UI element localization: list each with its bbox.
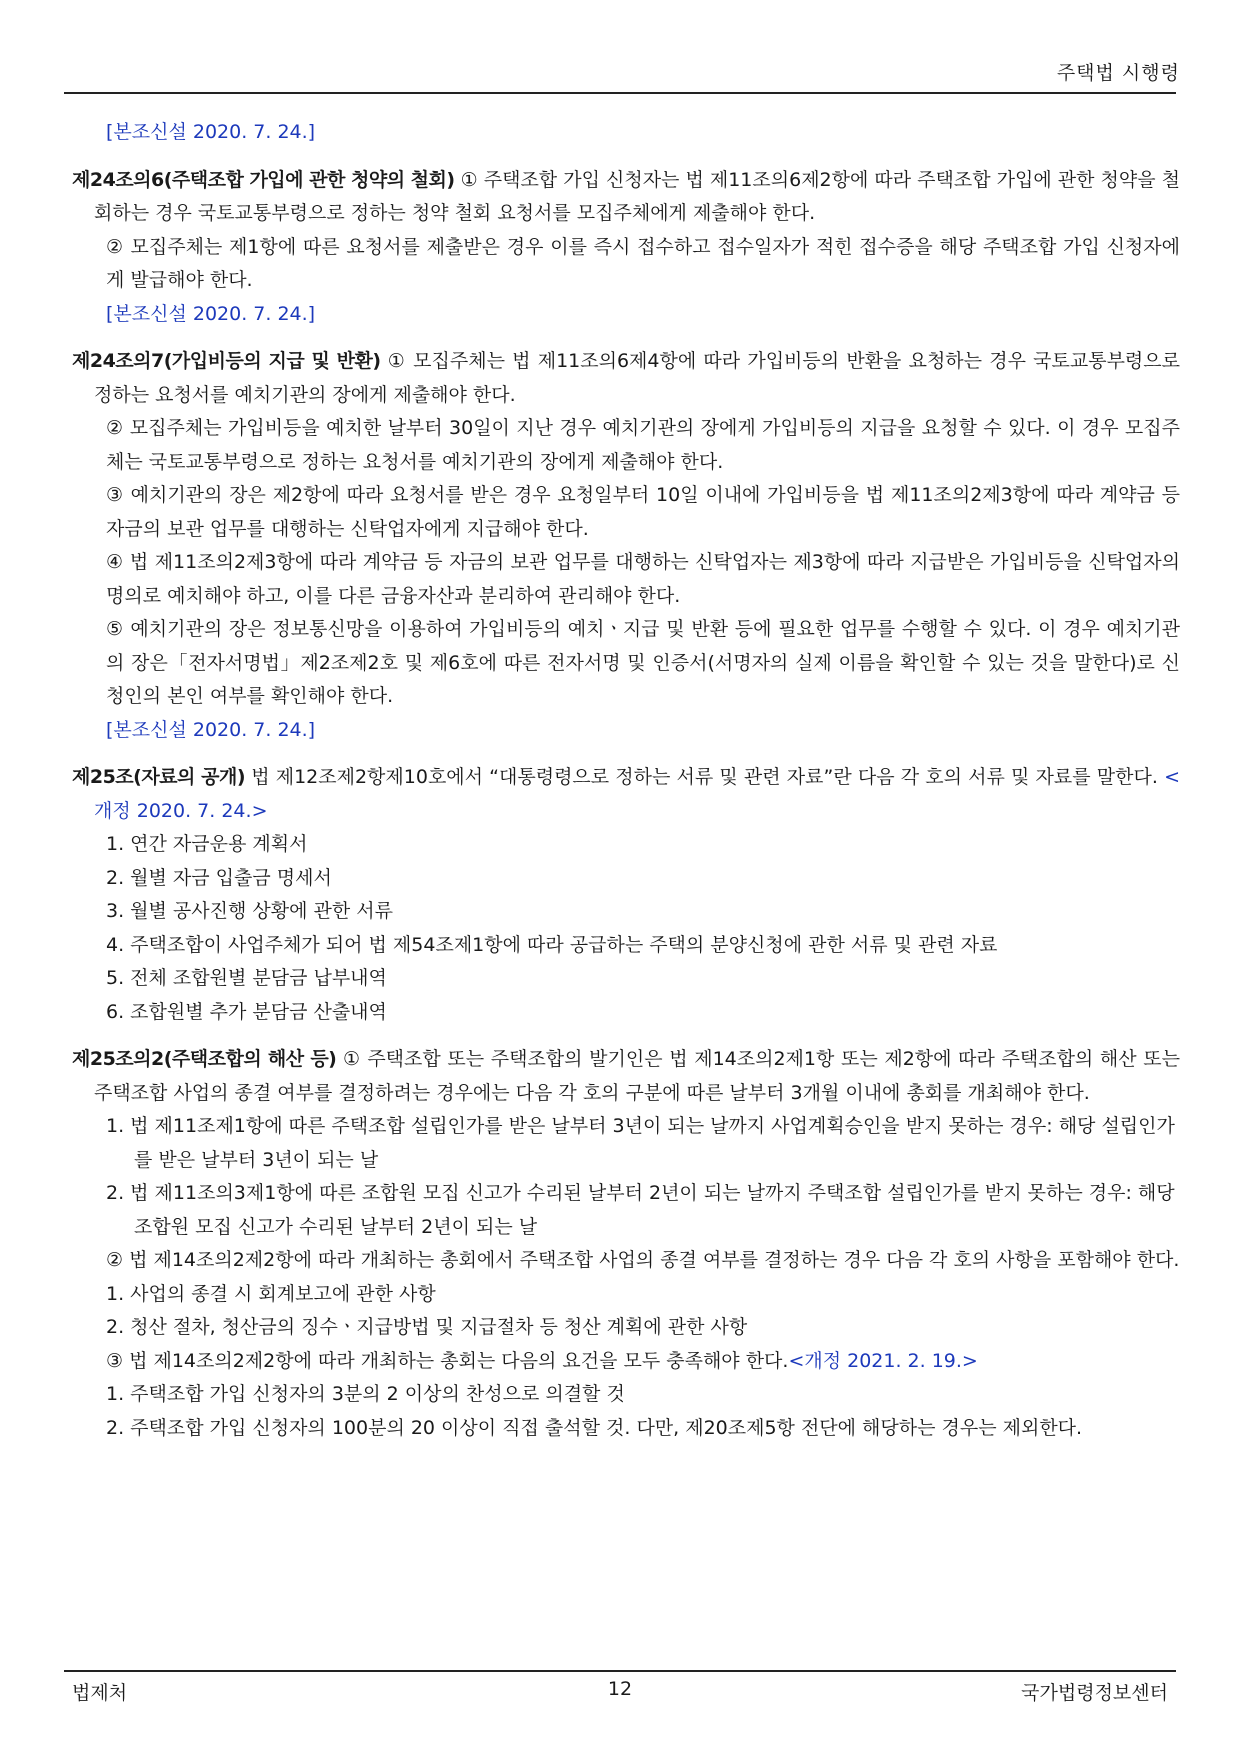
paragraph-text: ① 주택조합 또는 주택조합의 발기인은 법 제14조의2제1항 또는 제2항에 따라 주택조합의 해산 또는 주택조합 사업의 종결 여부를 결정하려는 경우에는 다음 각 호의 구분에 따른 날부터 3개월 이내에 총회를 개최해야 한다. (94, 1048, 1180, 1104)
article-heading: 제25조의2(주택조합의 해산 등) (72, 1048, 337, 1070)
article-24-7-para-5: ⑤ 예치기관의 장은 정보통신망을 이용하여 가입비등의 예치ㆍ지급 및 반환 등에 필요한 업무를 수행할 수 있다. 이 경우 예치기관의 장은「전자서명법」제2조제2호 및 제6호에 따른 전자서명 및 인증서(서명자의 실제 이름을 확인할 수 있는 것을 말한다)로 신청인의 본인 여부를 확인해야 한다. (106, 618, 1180, 707)
list-item: 2. 청산 절차, 청산금의 징수ㆍ지급방법 및 지급절차 등 청산 계획에 관한 사항 (106, 1316, 748, 1338)
header-divider (64, 92, 1176, 94)
footer-divider (64, 1670, 1176, 1672)
amendment-note: <개정 2021. 2. 19.> (788, 1349, 978, 1372)
paragraph-text: ① 모집주체는 법 제11조의6제4항에 따라 가입비등의 반환을 요청하는 경우 국토교통부령으로 정하는 요청서를 예치기관의 장에게 제출해야 한다. (94, 350, 1180, 406)
article-24-6-para-2: ② 모집주체는 제1항에 따른 요청서를 제출받은 경우 이를 즉시 접수하고 접수일자가 적힌 접수증을 해당 주택조합 가입 신청자에게 발급해야 한다. (106, 235, 1180, 291)
article-25-2-para-1 (72, 1043, 1180, 1110)
article-24-7-para-4: ④ 법 제11조의2제3항에 따라 계약금 등 자금의 보관 업무를 대행하는 신탁업자는 제3항에 따라 지급받은 가입비등을 신탁업자의 명의로 예치해야 하고, 이를 다른 금융자산과 분리하여 관리해야 한다. (106, 551, 1180, 607)
article-24-7-para-3: ③ 예치기관의 장은 제2항에 따라 요청서를 받은 경우 요청일부터 10일 이내에 가입비등을 법 제11조의2제3항에 따라 계약금 등 자금의 보관 업무를 대행하는 신탁업자에게 지급해야 한다. (106, 484, 1180, 540)
amendment-note: <개정 2020. 7. 24.> (94, 766, 1180, 822)
list-item: 3. 월별 공사진행 상황에 관한 서류 (106, 900, 393, 922)
page-header-title: 주택법 시행령 (1056, 62, 1180, 84)
footer-source: 국가법령정보센터 (1021, 1682, 1168, 1704)
paragraph-text: 법 제12조제2항제10호에서 “대통령령으로 정하는 서류 및 관련 자료”란 다음 각 호의 서류 및 자료를 말한다. (251, 766, 1158, 788)
article-24-6-para-1 (72, 164, 1180, 231)
page-footer (64, 1678, 1176, 1708)
list-item: 1. 법 제11조제1항에 따른 주택조합 설립인가를 받은 날부터 3년이 되는 날까지 사업계획승인을 받지 못하는 경우: 해당 설립인가를 받은 날부터 3년이 되는 날 (106, 1115, 1175, 1171)
article-heading: 제24조의7(가입비등의 지급 및 반환) (72, 350, 381, 372)
enactment-note: [본조신설 2020. 7. 24.] (106, 302, 316, 325)
list-item: 4. 주택조합이 사업주체가 되어 법 제54조제1항에 따라 공급하는 주택의 분양신청에 관한 서류 및 관련 자료 (106, 933, 998, 956)
footer-publisher: 법제처 (72, 1682, 128, 1704)
article-25-body (72, 761, 1180, 828)
article-24-7-para-1 (72, 345, 1180, 412)
article-heading: 제25조(자료의 공개) (72, 766, 246, 788)
article-heading: 제24조의6(주택조합 가입에 관한 청약의 철회) (72, 168, 455, 191)
page-number: 12 (607, 1678, 633, 1700)
article-25-2-para-3 (72, 1345, 1180, 1379)
list-item: 2. 법 제11조의3제1항에 따른 조합원 모집 신고가 수리된 날부터 2년이 되는 날까지 주택조합 설립인가를 받지 못하는 경우: 해당 조합원 모집 신고가 수리된 날부터 2년이 되는 날 (106, 1182, 1175, 1238)
document-body (72, 116, 1180, 1445)
list-item: 2. 주택조합 가입 신청자의 100분의 20 이상이 직접 출석할 것. 다만, 제20조제5항 전단에 해당하는 경우는 제외한다. (106, 1416, 1083, 1439)
article-25-2-para-2: ② 법 제14조의2제2항에 따라 개최하는 총회에서 주택조합 사업의 종결 여부를 결정하는 경우 다음 각 호의 사항을 포함해야 한다. (106, 1249, 1180, 1271)
paragraph-text: ③ 법 제14조의2제2항에 따라 개최하는 총회는 다음의 요건을 모두 충족해야 한다. (106, 1349, 789, 1372)
enactment-note: [본조신설 2020. 7. 24.] (106, 718, 316, 741)
list-item: 1. 사업의 종결 시 회계보고에 관한 사항 (106, 1282, 436, 1305)
list-item: 5. 전체 조합원별 분담금 납부내역 (106, 967, 387, 989)
list-item: 1. 주택조합 가입 신청자의 3분의 2 이상의 찬성으로 의결할 것 (106, 1383, 625, 1405)
list-item: 1. 연간 자금운용 계획서 (106, 833, 308, 855)
enactment-note: [본조신설 2020. 7. 24.] (106, 121, 316, 143)
list-item: 6. 조합원별 추가 분담금 산출내역 (106, 1000, 387, 1023)
list-item: 2. 월별 자금 입출금 명세서 (106, 866, 332, 889)
article-24-7-para-2: ② 모집주체는 가입비등을 예치한 날부터 30일이 지난 경우 예치기관의 장에게 가입비등의 지급을 요청할 수 있다. 이 경우 모집주체는 국토교통부령으로 정하는 요청서를 예치기관의 장에게 제출해야 한다. (106, 417, 1180, 473)
paragraph-text: ① 주택조합 가입 신청자는 법 제11조의6제2항에 따라 주택조합 가입에 관한 청약을 철회하는 경우 국토교통부령으로 정하는 청약 철회 요청서를 모집주체에게 제출해야 한다. (94, 168, 1180, 224)
